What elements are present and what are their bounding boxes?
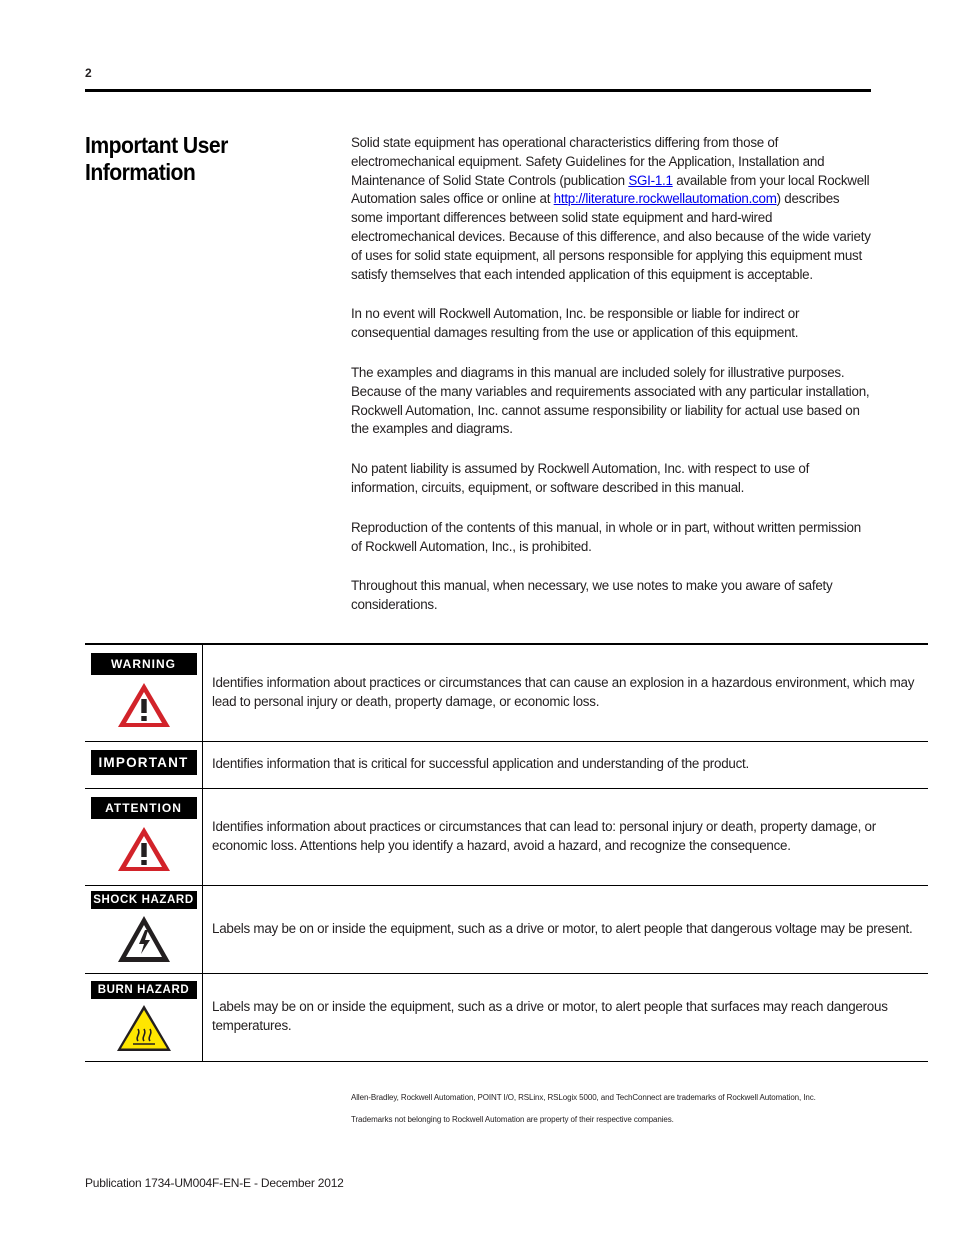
attention-label: ATTENTION <box>91 797 197 819</box>
paragraph-patent: No patent liability is assumed by Rockwell Automation, Inc. with respect to use of information, circuits, equipment, or software described in this manual. <box>351 461 810 495</box>
warning-triangle-icon <box>116 681 172 729</box>
notice-text: Identifies information about practices or circumstances that can cause an explosion in a hazardous environment, which may lead to personal injury or death, property damage, or economic loss. <box>203 644 929 741</box>
trademark-disclaimer: Trademarks not belonging to Rockwell Automation are property of their respective companies. <box>351 1115 674 1124</box>
notice-text: Labels may be on or inside the equipment, such as a drive or motor, to alert people that dangerous voltage may be present. <box>203 885 929 973</box>
publication-footer: Publication 1734-UM004F-EN-E - December 2012 <box>85 1176 344 1190</box>
notice-row-burn-hazard <box>85 973 928 1061</box>
paragraph-solid-state <box>351 134 873 284</box>
burn-hazard-icon <box>115 1003 173 1053</box>
paragraph-text: ) describes some important differences between solid state equipment and hard-wired electromechanical devices. Because of this difference, and also because of the wide variety of uses for solid state equipment, all persons responsible for applying this equipment must satisfy themselves that each intended application of this equipment is acceptable. <box>351 191 871 282</box>
safety-notice-table <box>85 643 928 1062</box>
notice-row-important <box>85 741 928 788</box>
notice-row-attention <box>85 788 928 885</box>
attention-triangle-icon <box>116 825 172 873</box>
shock-hazard-label: SHOCK HAZARD <box>91 891 197 909</box>
paragraph-reproduction: Reproduction of the contents of this manual, in whole or in part, without written permission of Rockwell Automation, Inc., is prohibited. <box>351 519 861 554</box>
notice-row-shock-hazard <box>85 885 928 973</box>
page-heading: Important User Information <box>85 132 228 185</box>
paragraph-liability: In no event will Rockwell Automation, Inc. be responsible or liable for indirect or consequential damages resulting from the use or application of this equipment. <box>351 306 800 341</box>
header-rule <box>85 89 871 92</box>
paragraph-text: available from your local Rockwell Automation sales office or online at <box>351 172 870 207</box>
burn-hazard-label: BURN HAZARD <box>91 981 197 999</box>
notice-text: Labels may be on or inside the equipment, such as a drive or motor, to alert people that surfaces may reach dangerous temperatures. <box>203 973 929 1061</box>
notice-icon-cell <box>85 741 203 788</box>
paragraph-text: Solid state equipment has operational characteristics differing from those of electromechanical equipment. Safety Guidelines for the Application, Installation and Maintenance of Solid State Controls (publication <box>351 135 825 188</box>
notice-text: Identifies information about practices or circumstances that can lead to: personal injury or death, property damage, or economic loss. Attentions help you identify a hazard, avoid a hazard, and recognize the consequence. <box>203 788 929 885</box>
page-number: 2 <box>85 66 92 80</box>
notice-icon-cell <box>85 973 203 1061</box>
warning-label: WARNING <box>91 653 197 675</box>
important-label: IMPORTANT <box>91 750 197 775</box>
notice-text: Identifies information that is critical for successful application and understanding of the product. <box>203 741 929 788</box>
notice-icon-cell <box>85 644 203 741</box>
sgi-publication-link[interactable]: SGI-1.1 <box>628 172 673 188</box>
paragraph-examples: The examples and diagrams in this manual are included solely for illustrative purposes. Because of the many variables and requirements associated with any particular installation, Rockwell Automation, Inc. cannot assume responsibility or liability for actual use based on the examples and diagrams. <box>351 364 870 437</box>
body-text <box>351 134 873 636</box>
notice-icon-cell <box>85 885 203 973</box>
notice-row-warning <box>85 644 928 741</box>
notice-icon-cell <box>85 788 203 885</box>
paragraph-safety-notes: Throughout this manual, when necessary, we use notes to make you aware of safety considerations. <box>351 578 833 613</box>
literature-website-link[interactable]: http://literature.rockwellautomation.com <box>553 191 777 207</box>
shock-hazard-icon <box>116 914 172 964</box>
trademark-notice: Allen-Bradley, Rockwell Automation, POINT I/O, RSLinx, RSLogix 5000, and TechConnect are trademarks of Rockwell Automation, Inc. <box>351 1093 816 1102</box>
